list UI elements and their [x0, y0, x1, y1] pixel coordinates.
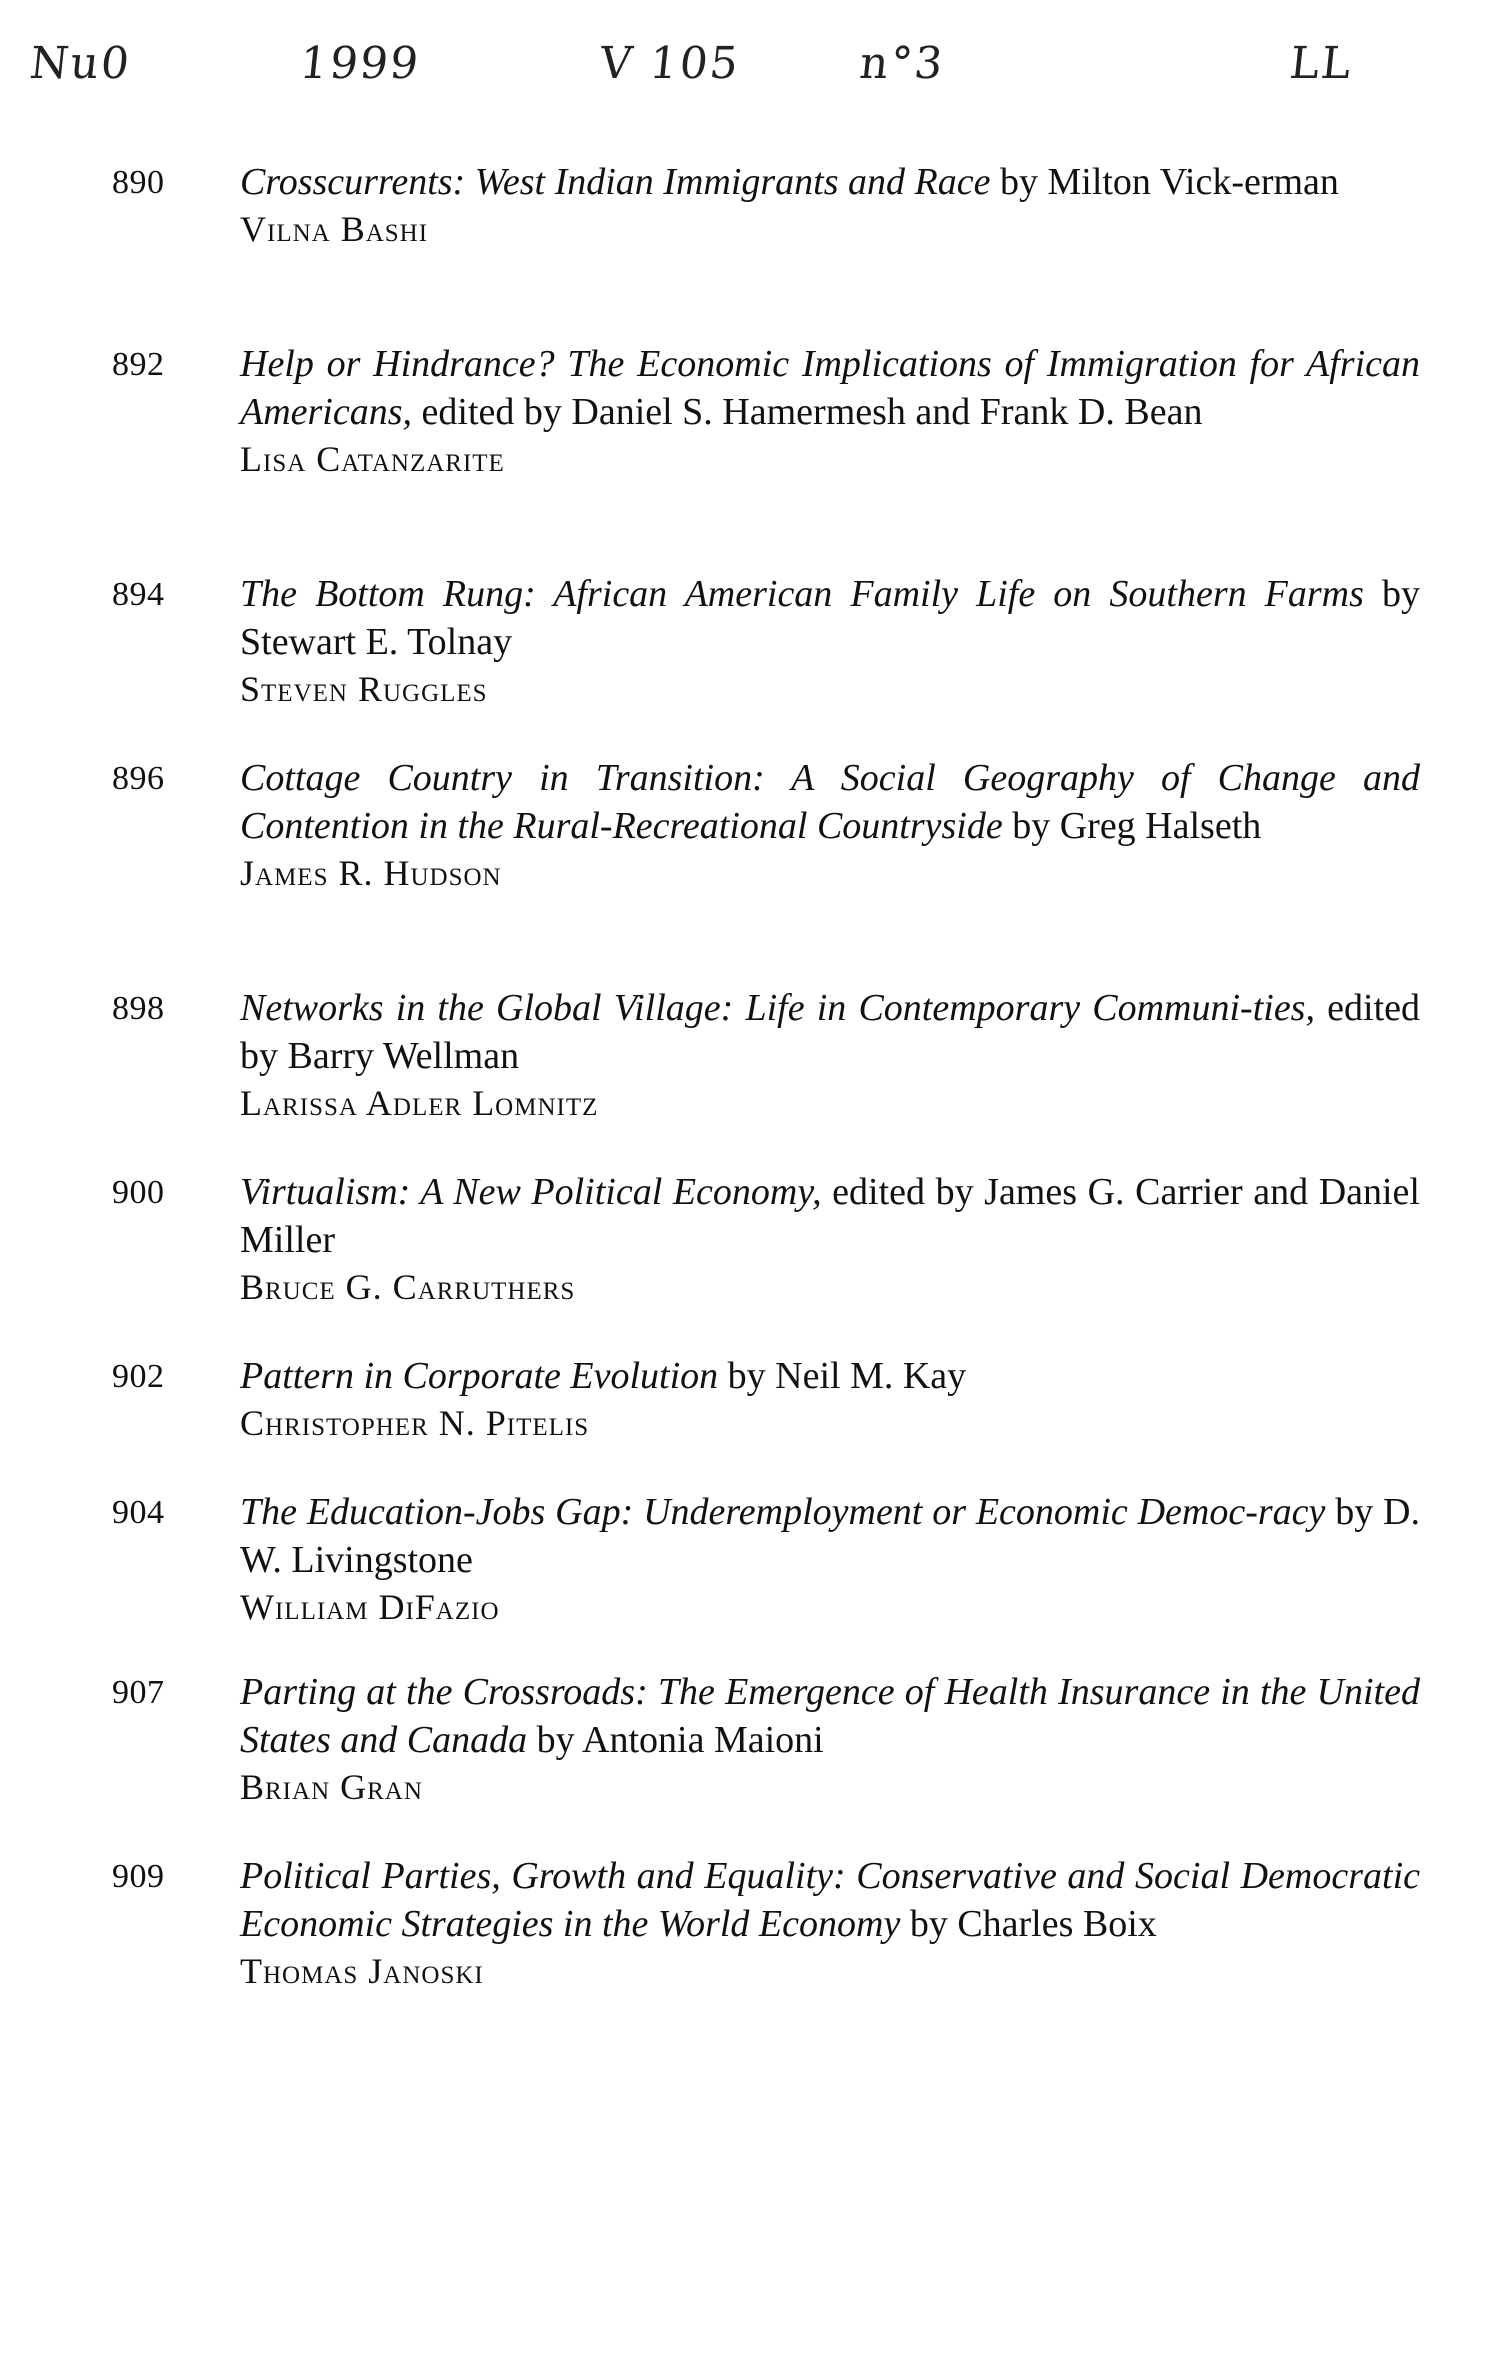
- page-number: 907: [112, 1674, 165, 1711]
- book-title: Political Parties, Growth and Equality: Conservative and Social Democratic Economic Strategies in the World Economy: [240, 1855, 1420, 1945]
- book-credit: by Greg Halseth: [1002, 805, 1262, 847]
- book-credit: edited by Daniel S. Hamermesh and Frank D. Bean: [412, 391, 1203, 433]
- reviewer-name: Bruce G. Carruthers: [240, 1267, 576, 1307]
- page-number: 898: [112, 990, 165, 1027]
- entry-body: [240, 158, 1420, 252]
- book-title: Networks in the Global Village: Life in Contemporary Communi-ties,: [240, 987, 1315, 1029]
- entry-body: [240, 1668, 1420, 1810]
- book-credit: by Milton Vick-erman: [990, 161, 1339, 203]
- book-title: The Education-Jobs Gap: Underemployment or Economic Democ-racy: [240, 1491, 1326, 1533]
- page-number: 909: [112, 1858, 165, 1895]
- book-title: Help or Hindrance? The Economic Implications of Immigration for African Americans,: [240, 343, 1420, 433]
- reviewer-name: Larissa Adler Lomnitz: [240, 1083, 599, 1123]
- reviewer-name: Steven Ruggles: [240, 669, 488, 709]
- page-number: 900: [112, 1174, 165, 1211]
- reviewer-name: Brian Gran: [240, 1767, 423, 1807]
- reviewer-name: Vilna Bashi: [240, 209, 429, 249]
- book-credit: by Neil M. Kay: [718, 1355, 967, 1397]
- handwritten-text: LL: [1287, 38, 1356, 89]
- handwritten-text: 1999: [297, 38, 423, 89]
- book-credit: by D. W. Livingstone: [240, 1491, 1420, 1581]
- book-title: The Bottom Rung: African American Family Life on Southern Farms: [240, 573, 1364, 615]
- page-number: 904: [112, 1494, 165, 1531]
- page-number: 894: [112, 576, 165, 613]
- page-number: 902: [112, 1358, 165, 1395]
- entry-body: [240, 984, 1420, 1126]
- book-title: Crosscurrents: West Indian Immigrants and Race: [240, 161, 991, 203]
- book-title: Pattern in Corporate Evolution: [240, 1355, 719, 1397]
- handwritten-text: Nu0: [27, 38, 134, 89]
- reviewer-name: William DiFazio: [240, 1587, 500, 1627]
- reviewer-name: Thomas Janoski: [240, 1951, 484, 1991]
- book-credit: by Antonia Maioni: [527, 1719, 824, 1761]
- book-credit: by Charles Boix: [900, 1903, 1157, 1945]
- book-credit: edited by Barry Wellman: [240, 987, 1420, 1077]
- book-title: Virtualism: A New Political Economy,: [240, 1171, 822, 1213]
- reviewer-name: Christopher N. Pitelis: [240, 1403, 590, 1443]
- book-credit: by Stewart E. Tolnay: [240, 573, 1421, 663]
- book-title: Cottage Country in Transition: A Social Geography of Change and Contention in the Rural-Recreational Countryside: [240, 757, 1420, 847]
- entry-body: [240, 340, 1420, 482]
- entry-body: [240, 570, 1420, 712]
- book-credit: edited by James G. Carrier and Daniel Miller: [240, 1171, 1420, 1261]
- page-number: 892: [112, 346, 165, 383]
- reviewer-name: Lisa Catanzarite: [240, 439, 505, 479]
- page-number: 896: [112, 760, 165, 797]
- book-title: Parting at the Crossroads: The Emergence of Health Insurance in the United States and Canada: [240, 1671, 1420, 1761]
- handwritten-text: V 105: [597, 38, 743, 89]
- handwritten-annotation: [0, 20, 1507, 110]
- entry-body: [240, 1352, 1420, 1446]
- page-number: 890: [112, 164, 165, 201]
- handwritten-text: n°3: [857, 38, 948, 89]
- entry-body: [240, 1488, 1420, 1630]
- entry-body: [240, 754, 1420, 896]
- reviewer-name: James R. Hudson: [240, 853, 502, 893]
- entry-body: [240, 1852, 1420, 1994]
- entry-body: [240, 1168, 1420, 1310]
